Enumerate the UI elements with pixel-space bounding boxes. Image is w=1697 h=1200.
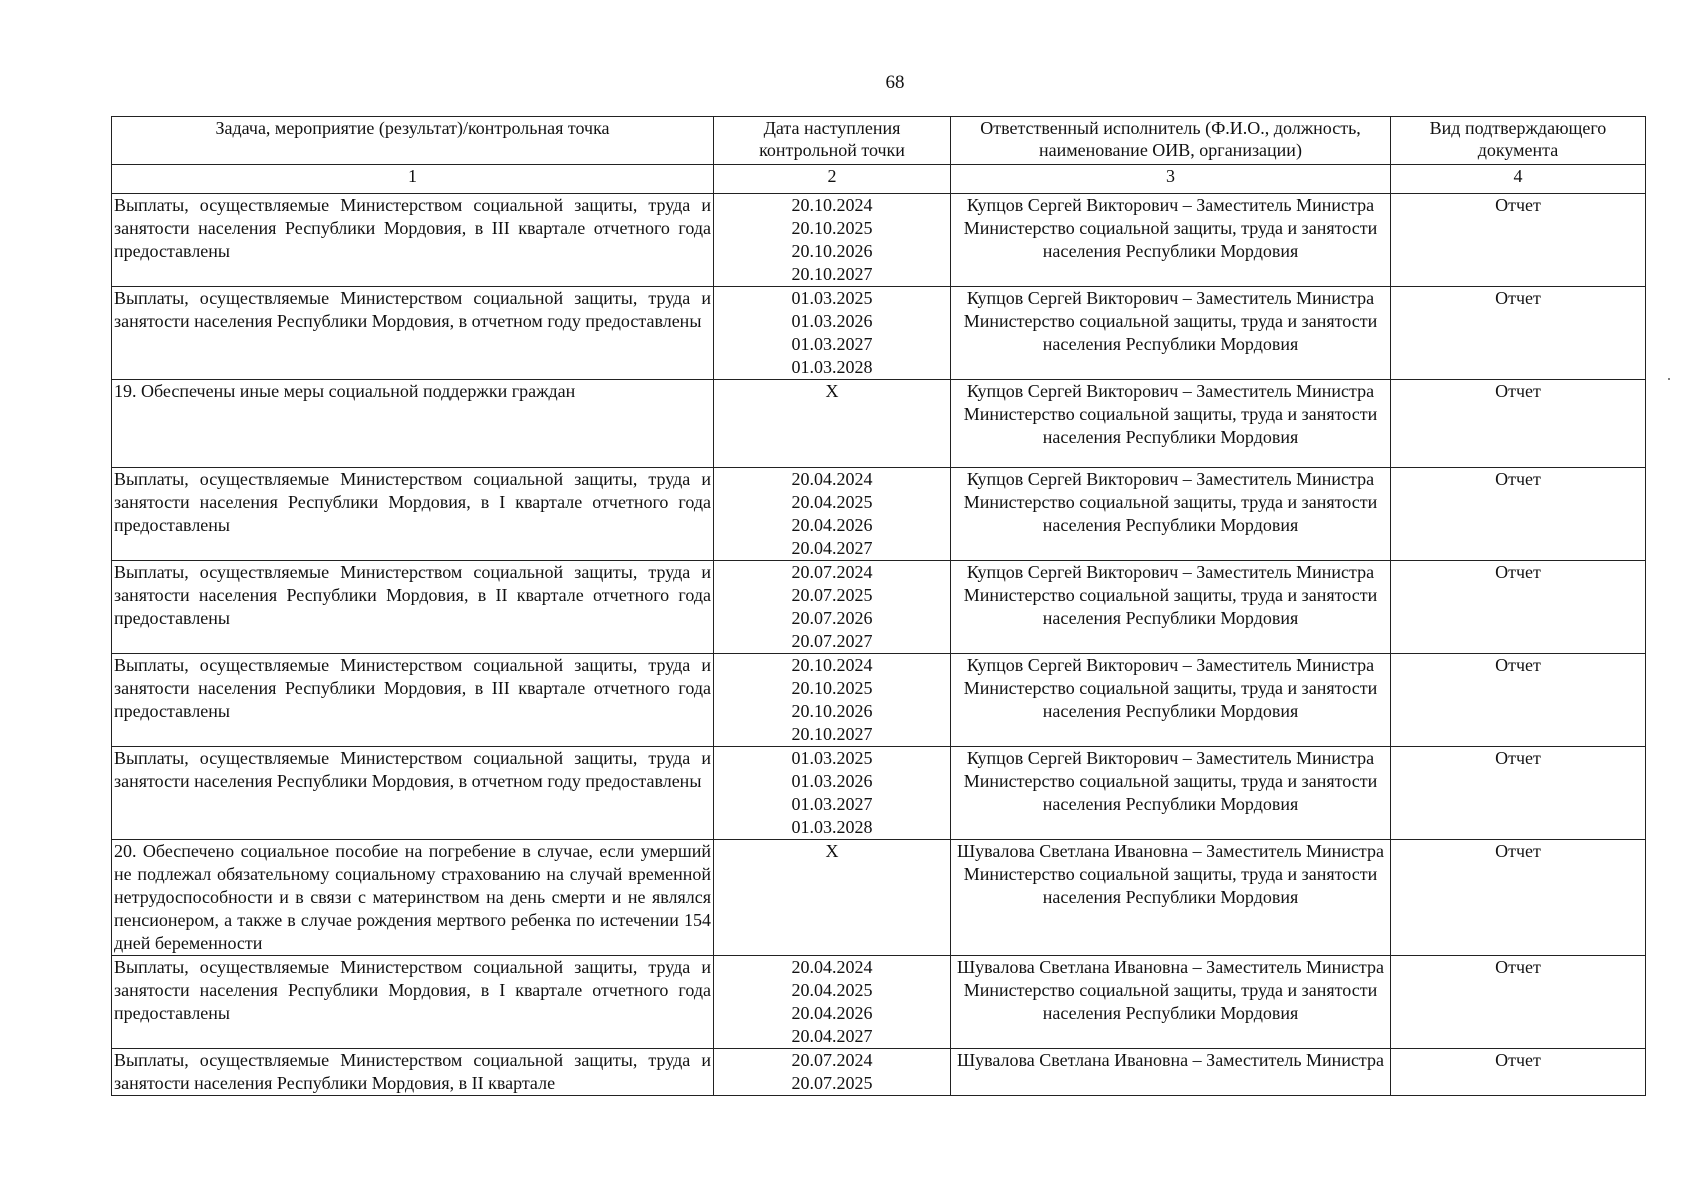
control-date: 20.04.2027 xyxy=(791,1026,873,1046)
document-type-cell: Отчет xyxy=(1391,380,1646,468)
document-type-cell: Отчет xyxy=(1391,654,1646,747)
table-row xyxy=(112,194,1646,287)
table-row xyxy=(112,561,1646,654)
task-cell: Выплаты, осуществляемые Министерством социальной защиты, труда и занятости населения Республики Мордовия, в II квартале отчетного года предоставлены xyxy=(112,561,714,654)
control-date: 01.03.2025 xyxy=(791,748,873,768)
responsible-name: Шувалова Светлана Ивановна – Заместитель Министра xyxy=(956,1050,1385,1070)
responsible-name: Купцов Сергей Викторович – Заместитель Министра xyxy=(966,562,1375,582)
column-numbers-row xyxy=(112,165,1646,194)
responsible-name: Купцов Сергей Викторович – Заместитель Министра xyxy=(966,381,1375,401)
responsible-cell xyxy=(951,956,1391,1049)
date-cell xyxy=(714,380,951,468)
responsible-name: Купцов Сергей Викторович – Заместитель Министра xyxy=(966,748,1375,768)
document-type-cell: Отчет xyxy=(1391,840,1646,956)
header-row xyxy=(112,117,1646,165)
task-cell: Выплаты, осуществляемые Министерством социальной защиты, труда и занятости населения Республики Мордовия, в III квартале отчетного года предоставлены xyxy=(112,194,714,287)
responsible-cell xyxy=(951,287,1391,380)
header-task: Задача, мероприятие (результат)/контрольная точка xyxy=(112,117,714,165)
responsible-cell xyxy=(951,654,1391,747)
control-date: 01.03.2026 xyxy=(791,311,873,331)
responsible-cell xyxy=(951,380,1391,468)
document-type-cell: Отчет xyxy=(1391,287,1646,380)
header-responsible: Ответственный исполнитель (Ф.И.О., должность, наименование ОИВ, организации) xyxy=(951,117,1391,165)
control-date: X xyxy=(825,381,839,401)
responsible-name: Купцов Сергей Викторович – Заместитель Министра xyxy=(966,469,1375,489)
document-type-cell: Отчет xyxy=(1391,747,1646,840)
responsible-organization: Министерство социальной защиты, труда и занятости населения Республики Мордовия xyxy=(963,404,1378,447)
control-date: 20.07.2026 xyxy=(791,608,873,628)
date-cell xyxy=(714,561,951,654)
control-date: 20.10.2026 xyxy=(791,241,873,261)
header-date: Дата наступления контрольной точки xyxy=(714,117,951,165)
table-row xyxy=(112,956,1646,1049)
control-date: 20.10.2027 xyxy=(791,724,873,744)
date-cell xyxy=(714,654,951,747)
task-cell: Выплаты, осуществляемые Министерством социальной защиты, труда и занятости населения Республики Мордовия, в I квартале отчетного года предоставлены xyxy=(112,956,714,1049)
responsible-cell xyxy=(951,747,1391,840)
control-date: 20.07.2024 xyxy=(791,562,873,582)
task-cell: Выплаты, осуществляемые Министерством социальной защиты, труда и занятости населения Республики Мордовия, в I квартале отчетного года предоставлены xyxy=(112,468,714,561)
scan-speck xyxy=(1668,378,1670,380)
table-row xyxy=(112,654,1646,747)
control-date: 20.04.2025 xyxy=(791,492,873,512)
document-type-cell: Отчет xyxy=(1391,1049,1646,1096)
document-type-cell: Отчет xyxy=(1391,194,1646,287)
document-type-cell: Отчет xyxy=(1391,468,1646,561)
date-cell xyxy=(714,747,951,840)
responsible-cell xyxy=(951,561,1391,654)
control-date: 20.07.2027 xyxy=(791,631,873,651)
responsible-organization: Министерство социальной защиты, труда и занятости населения Республики Мордовия xyxy=(963,771,1378,814)
control-date: 20.07.2025 xyxy=(791,1073,873,1093)
responsible-cell xyxy=(951,840,1391,956)
control-date: 01.03.2028 xyxy=(791,817,873,837)
table-row xyxy=(112,468,1646,561)
date-cell xyxy=(714,840,951,956)
control-date: 20.10.2027 xyxy=(791,264,873,284)
control-points-table xyxy=(111,116,1646,1096)
responsible-organization: Министерство социальной защиты, труда и занятости населения Республики Мордовия xyxy=(963,585,1378,628)
task-cell: Выплаты, осуществляемые Министерством социальной защиты, труда и занятости населения Республики Мордовия, в II квартале xyxy=(112,1049,714,1096)
task-cell: Выплаты, осуществляемые Министерством социальной защиты, труда и занятости населения Республики Мордовия, в отчетном году предоставлены xyxy=(112,287,714,380)
control-date: 20.10.2024 xyxy=(791,655,873,675)
control-date: 20.04.2025 xyxy=(791,980,873,1000)
date-cell xyxy=(714,287,951,380)
responsible-organization: Министерство социальной защиты, труда и занятости населения Республики Мордовия xyxy=(963,678,1378,721)
task-cell: 20. Обеспечено социальное пособие на погребение в случае, если умерший не подлежал обязательному социальному страхованию на случай временной нетрудоспособности и в связи с материнством на день смерти и не являлся пенсионером, а также в случае рождения мертвого ребенка по истечении 154 дней беременности xyxy=(112,840,714,956)
responsible-name: Шувалова Светлана Ивановна – Заместитель Министра xyxy=(956,841,1385,861)
control-date: X xyxy=(825,841,839,861)
task-cell: 19. Обеспечены иные меры социальной поддержки граждан xyxy=(112,380,714,468)
column-number: 1 xyxy=(112,165,714,194)
responsible-cell xyxy=(951,1049,1391,1096)
date-cell xyxy=(714,468,951,561)
date-cell xyxy=(714,1049,951,1096)
date-cell xyxy=(714,956,951,1049)
control-date: 20.04.2024 xyxy=(791,469,873,489)
table-row xyxy=(112,287,1646,380)
page-number: 68 xyxy=(885,72,905,93)
responsible-name: Шувалова Светлана Ивановна – Заместитель Министра xyxy=(956,957,1385,977)
document-type-cell: Отчет xyxy=(1391,561,1646,654)
control-date: 20.07.2024 xyxy=(791,1050,873,1070)
responsible-name: Купцов Сергей Викторович – Заместитель Министра xyxy=(966,288,1375,308)
table-body xyxy=(112,194,1646,1096)
responsible-cell xyxy=(951,194,1391,287)
control-date: 01.03.2028 xyxy=(791,357,873,377)
header-document: Вид подтверждающего документа xyxy=(1391,117,1646,165)
control-date: 20.10.2025 xyxy=(791,678,873,698)
responsible-organization: Министерство социальной защиты, труда и занятости населения Республики Мордовия xyxy=(963,218,1378,261)
control-date: 20.04.2026 xyxy=(791,515,873,535)
task-cell: Выплаты, осуществляемые Министерством социальной защиты, труда и занятости населения Республики Мордовия, в отчетном году предоставлены xyxy=(112,747,714,840)
control-date: 20.10.2025 xyxy=(791,218,873,238)
control-date: 20.10.2024 xyxy=(791,195,873,215)
table-row xyxy=(112,840,1646,956)
column-number: 3 xyxy=(951,165,1391,194)
responsible-name: Купцов Сергей Викторович – Заместитель Министра xyxy=(966,655,1375,675)
responsible-cell xyxy=(951,468,1391,561)
column-number: 2 xyxy=(714,165,951,194)
table-row xyxy=(112,380,1646,468)
date-cell xyxy=(714,194,951,287)
control-date: 01.03.2027 xyxy=(791,794,873,814)
responsible-organization: Министерство социальной защиты, труда и занятости населения Республики Мордовия xyxy=(963,311,1378,354)
control-date: 20.04.2024 xyxy=(791,957,873,977)
document-type-cell: Отчет xyxy=(1391,956,1646,1049)
column-number: 4 xyxy=(1391,165,1646,194)
control-date: 20.07.2025 xyxy=(791,585,873,605)
control-date: 01.03.2025 xyxy=(791,288,873,308)
table-row xyxy=(112,1049,1646,1096)
responsible-organization: Министерство социальной защиты, труда и занятости населения Республики Мордовия xyxy=(963,492,1378,535)
control-date: 01.03.2026 xyxy=(791,771,873,791)
control-date: 20.04.2026 xyxy=(791,1003,873,1023)
control-date: 01.03.2027 xyxy=(791,334,873,354)
control-date: 20.04.2027 xyxy=(791,538,873,558)
responsible-organization: Министерство социальной защиты, труда и занятости населения Республики Мордовия xyxy=(963,864,1378,907)
table-row xyxy=(112,747,1646,840)
responsible-name: Купцов Сергей Викторович – Заместитель Министра xyxy=(966,195,1375,215)
control-date: 20.10.2026 xyxy=(791,701,873,721)
task-cell: Выплаты, осуществляемые Министерством социальной защиты, труда и занятости населения Республики Мордовия, в III квартале отчетного года предоставлены xyxy=(112,654,714,747)
responsible-organization: Министерство социальной защиты, труда и занятости населения Республики Мордовия xyxy=(963,980,1378,1023)
